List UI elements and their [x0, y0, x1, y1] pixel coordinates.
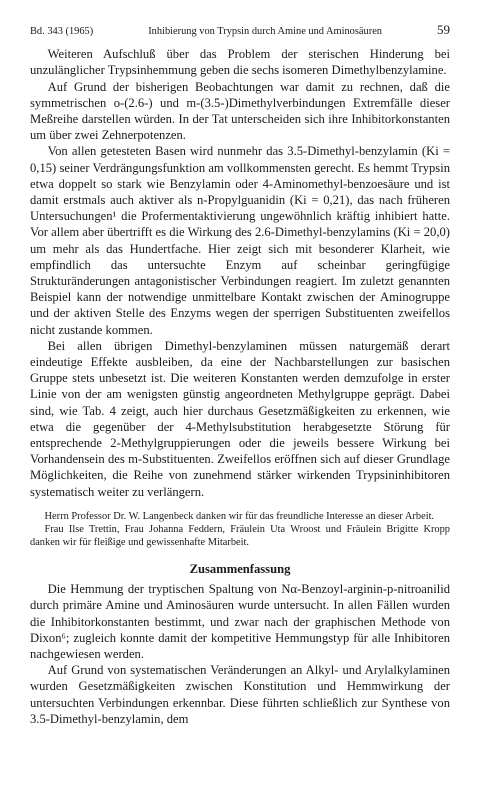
running-header [30, 22, 450, 40]
summary-paragraph-1: Die Hemmung der tryptischen Spaltung von Nα-Benzoyl-arginin-p-nitroanilid durch primäre Amine und Aminosäuren wurde untersucht. In allen Fällen wurden die Inhibitorkonstanten bestimmt, und zwar nach der graphischen Methode von Dixon⁶; zugleich konnte damit der kompetitive Hemmungstyp für alle Inhibitoren nachgewiesen werden. [30, 582, 450, 661]
summary-heading: Zusammenfassung [189, 561, 291, 576]
acknowledgements [30, 510, 450, 549]
volume-info: Bd. 343 (1965) [30, 26, 94, 37]
body-paragraph-3: Von allen getesteten Basen wird nunmehr das 3.5-Dimethyl-benzylamin (Ki = 0,15) seiner Verdrängungsfunktion am vollkommensten gerecht. Es hemmt Trypsin etwa doppelt so stark wie Benzylamin oder 4-Aminomethyl-benzoesäure und ist damit erstmals auch aktiver als n-Propylguanidin (Ki = 0,21), das nach früheren Untersuchungen¹ die Profermentaktivierung ungewöhnlich kräftig inhibiert hatte. Vor allem aber übertrifft es die Wirkung des 2.6-Dimethyl-benzylamins (Ki = 20,0) um mehr als das Hundertfache. Hier zeigt sich mit besonderer Klarheit, wie empfindlich das untersuchte Enzym auf scheinbar geringfügige Strukturänderungen antagonistischer Verbindungen reagiert. Im zuletzt genannten Beispiel kann der notwendige unmittelbare Kontakt zwischen der Aminogruppe und der aktiven Stelle des Enzyms wegen der sperrigen Substituenten zweifellos nicht zustande kommen. [30, 144, 450, 337]
running-title: Inhibierung von Trypsin durch Amine und Aminosäuren [148, 26, 382, 37]
summary-paragraph-2: Auf Grund von systematischen Veränderungen an Alkyl- und Arylalkylaminen wurden Gesetzmäßigkeiten zwischen Konstitution und Hemmwirkung der untersuchten Verbindungen erkennbar. Diese führten schließlich zur Synthese von 3.5-Dimethyl-benzylamin, dem [30, 663, 450, 726]
body-paragraph-2: Auf Grund der bisherigen Beobachtungen war damit zu rechnen, daß die symmetrischen o-(2.6-) und m-(3.5-)Dimethylverbindungen Extremfälle dieser Meßreihe darstellen würden. In der Tat unterscheiden sich ihre Inhibitorkonstanten um über zwei Zehnerpotenzen. [30, 79, 450, 143]
body-paragraph-1: Weiteren Aufschluß über das Problem der sterischen Hinderung bei unzulänglicher Trypsinhemmung geben die sechs isomeren Dimethylbenzylamine. [30, 47, 450, 78]
body-paragraph-4: Bei allen übrigen Dimethyl-benzylaminen müssen naturgemäß derart eindeutige Effekte ausbleiben, da eine der Nachbarstellungen zur basischen Gruppe stets unbesetzt ist. Die weiteren Konstanten werden demzufolge in erster Linie von der am wenigsten günstig angeordneten Methylgruppe geprägt. Dabei sind, wie Tab. 4 zeigt, auch hier durchaus Gesetzmäßigkeiten zu erkennen, wie etwa die gegenüber der 4-Methylsubstitution herabgesetzte Störung für entsprechende 2-Methylgruppierungen oder die jeweils bessere Wirkung bei Vorhandensein des m-Substituenten. Zweifellos eröffnen sich auf dieser Grundlage Möglichkeiten, die Reihe von zunehmend stärker wirkenden Trypsininhibitoren systematisch weiter zu verlängern. [30, 338, 450, 499]
acknowledgement-2: Frau Ilse Trettin, Frau Johanna Feddern, Fräulein Uta Wroost und Fräulein Brigitte Kropp danken wir für fleißige und gewissenhafte Mitarbeit. [30, 523, 450, 548]
page-number: 59 [437, 22, 450, 37]
journal-page [30, 22, 450, 727]
acknowledgement-1: Herrn Professor Dr. W. Langenbeck danken wir für das freundliche Interesse an dieser Arbeit. [44, 510, 435, 522]
